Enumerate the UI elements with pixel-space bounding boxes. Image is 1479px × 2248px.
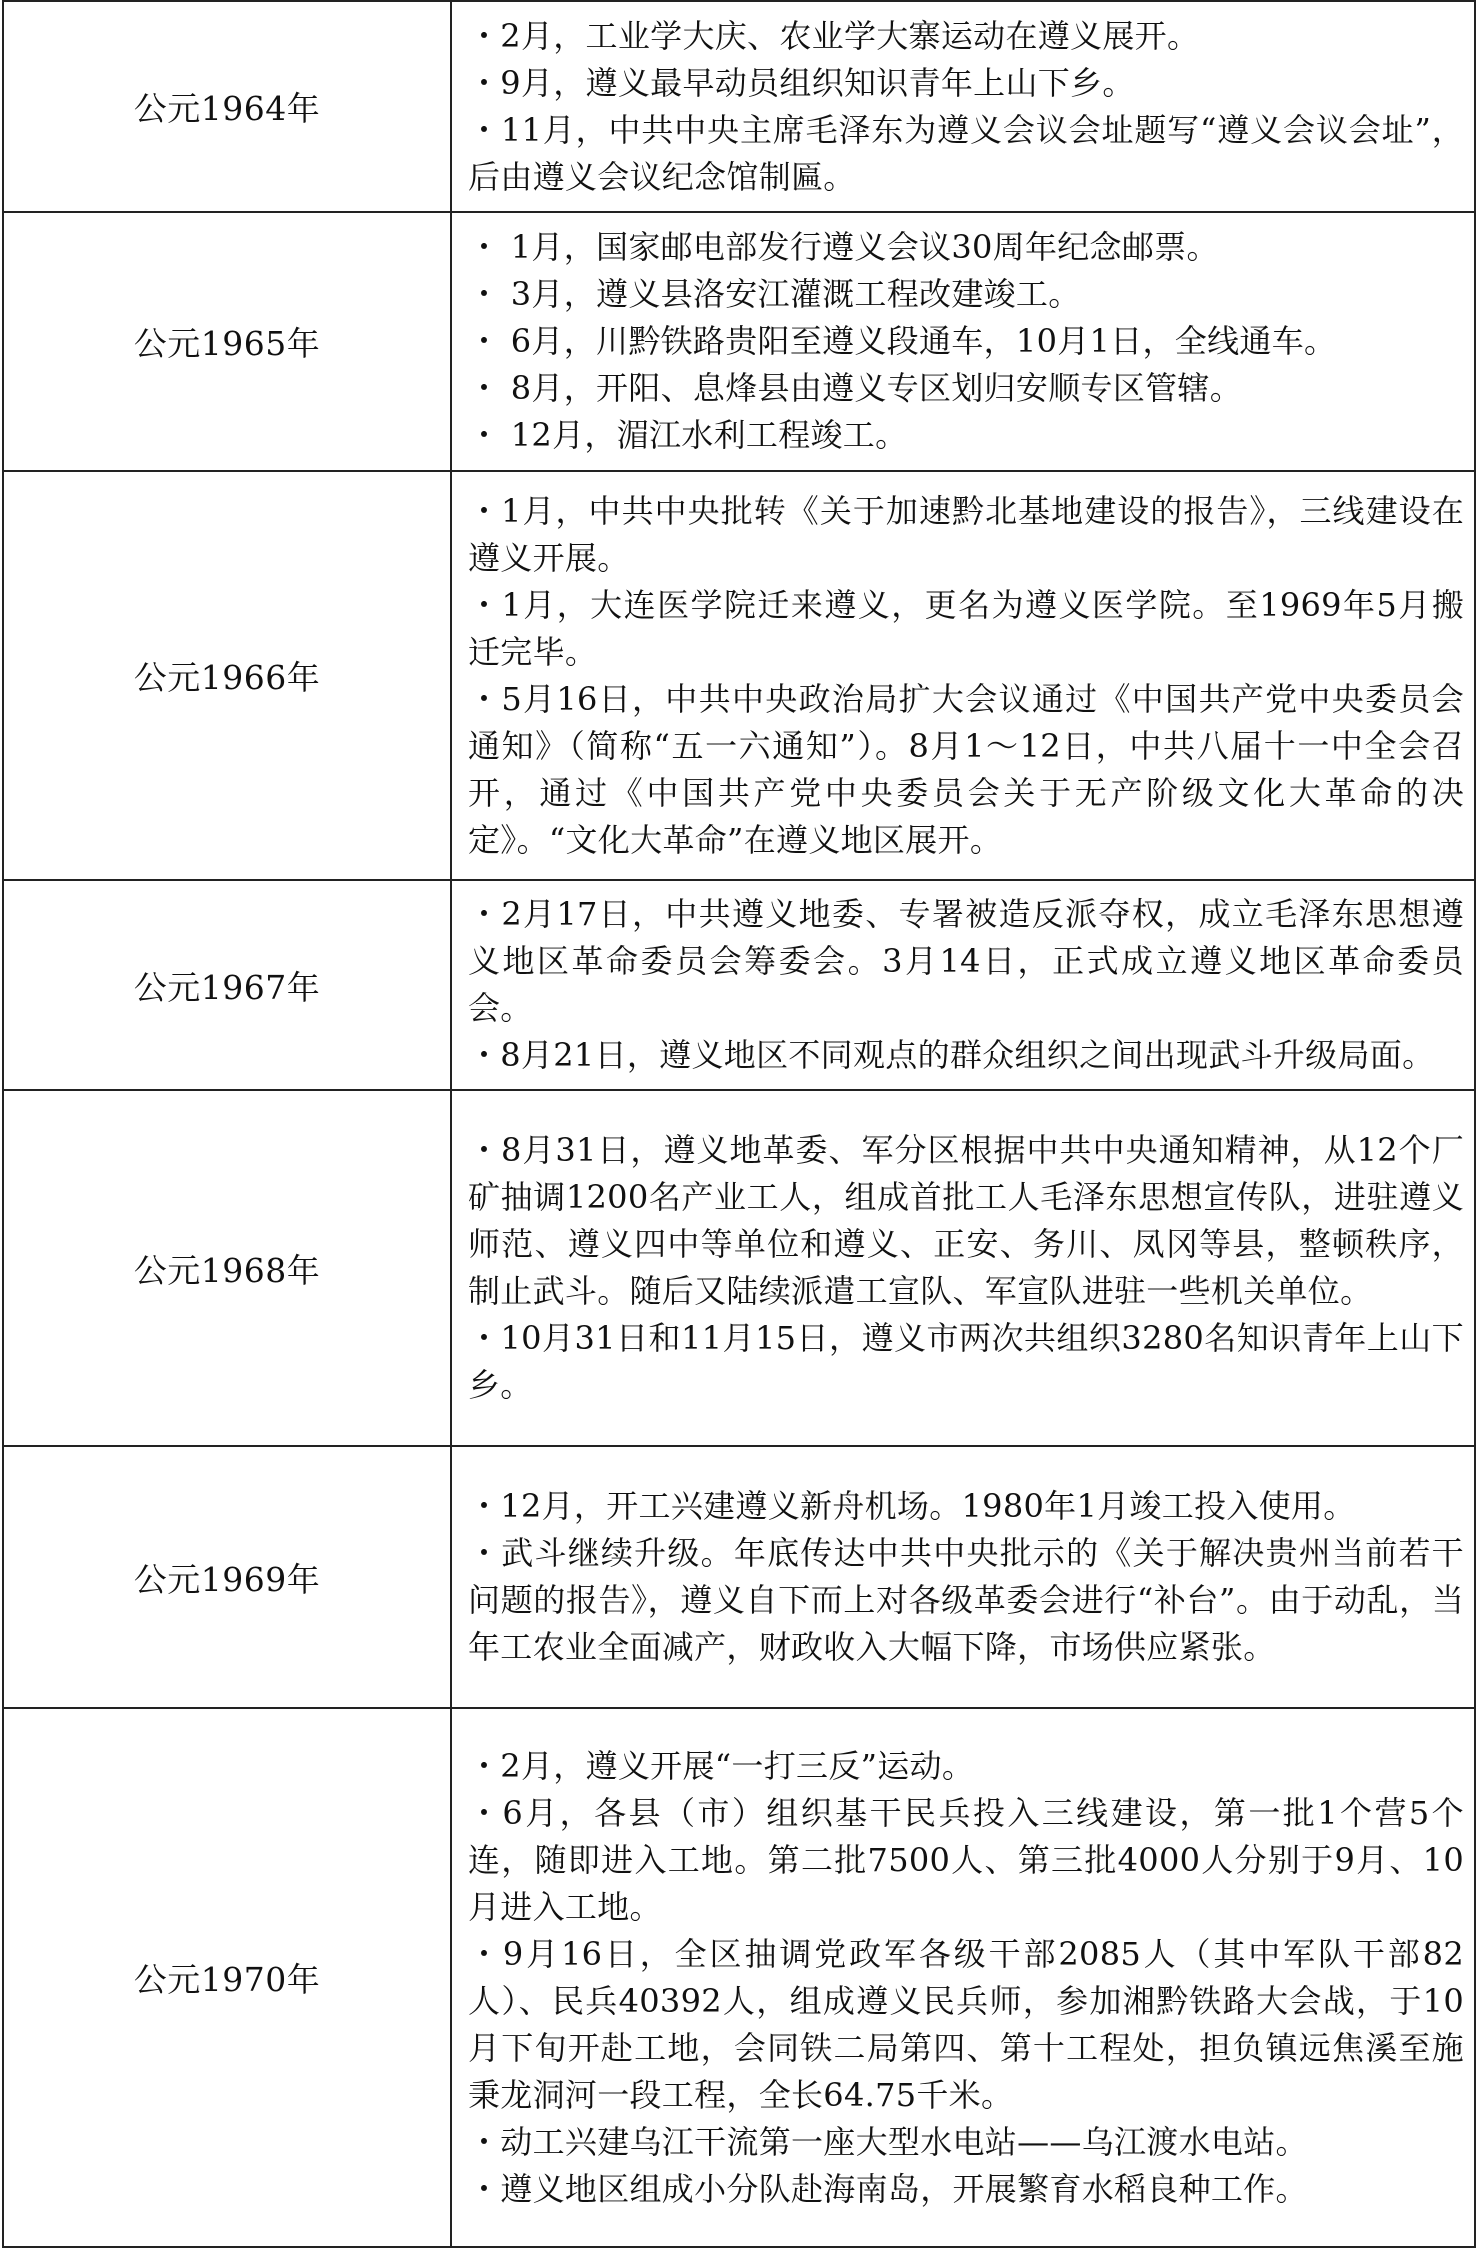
table-row <box>3 1446 1475 1708</box>
event-item: ・动工兴建乌江干流第一座大型水电站——乌江渡水电站。 <box>468 2122 1308 2161</box>
event-item: ・2月，工业学大庆、农业学大寨运动在遵义展开。 <box>468 16 1200 55</box>
events-cell <box>451 1708 1475 2247</box>
chronology-table <box>2 0 1476 2248</box>
event-item: ・9月，遵义最早动员组织知识青年上山下乡。 <box>468 63 1135 102</box>
table-row <box>3 1 1475 212</box>
events-cell <box>451 880 1475 1090</box>
event-item: ・12月，开工兴建遵义新舟机场。1980年1月竣工投入使用。 <box>468 1487 1356 1525</box>
event-item: ・1月，大连医学院迁来遵义，更名为遵义医学院。至1969年5月搬迁完毕。 <box>468 585 1464 671</box>
event-item: ・2月17日，中共遵义地委、专署被造反派夺权，成立毛泽东思想遵义地区革命委员会筹委会。3月14日，正式成立遵义地区革命委员会。 <box>468 895 1464 1027</box>
event-item: ・ 8月，开阳、息烽县由遵义专区划归安顺专区管辖。 <box>468 369 1243 407</box>
year-cell: 公元1966年 <box>3 471 451 880</box>
events-cell <box>451 1090 1475 1446</box>
event-item: ・8月31日，遵义地革委、军分区根据中共中央通知精神，从12个厂矿抽调1200名产业工人，组成首批工人毛泽东思想宣传队，进驻遵义师范、遵义四中等单位和遵义、正安、务川、凤冈等县，整顿秩序，制止武斗。随后又陆续派遣工宣队、军宣队进驻一些机关单位。 <box>468 1131 1464 1310</box>
event-item: ・遵义地区组成小分队赴海南岛，开展繁育水稻良种工作。 <box>468 2169 1308 2208</box>
table-row <box>3 1090 1475 1446</box>
events-cell <box>451 1 1475 212</box>
event-item: ・ 3月，遵义县洛安江灌溉工程改建竣工。 <box>468 275 1081 313</box>
year-cell: 公元1967年 <box>3 880 451 1090</box>
event-item: ・ 12月，湄江水利工程竣工。 <box>468 416 908 454</box>
event-item: ・ 6月，川黔铁路贵阳至遵义段通车，10月1日，全线通车。 <box>468 322 1337 360</box>
event-item: ・6月，各县（市）组织基干民兵投入三线建设，第一批1个营5个连，随即进入工地。第二批7500人、第三批4000人分别于9月、10月进入工地。 <box>468 1793 1464 1926</box>
event-item: ・8月21日，遵义地区不同观点的群众组织之间出现武斗升级局面。 <box>468 1036 1435 1074</box>
table-row <box>3 1708 1475 2247</box>
table-row <box>3 471 1475 880</box>
year-cell: 公元1969年 <box>3 1446 451 1708</box>
event-item: ・11月，中共中央主席毛泽东为遵义会议会址题写“遵义会议会址”，后由遵义会议纪念馆制匾。 <box>468 110 1464 196</box>
events-cell <box>451 1446 1475 1708</box>
year-cell: 公元1964年 <box>3 1 451 212</box>
event-item: ・9月16日，全区抽调党政军各级干部2085人（其中军队干部82人）、民兵40392人，组成遵义民兵师，参加湘黔铁路大会战，于10月下旬开赴工地，会同铁二局第四、第十工程处，担负镇远焦溪至施秉龙洞河一段工程，全长64.75千米。 <box>468 1934 1464 2114</box>
table-row <box>3 880 1475 1090</box>
event-item: ・武斗继续升级。年底传达中共中央批示的《关于解决贵州当前若干问题的报告》，遵义自下而上对各级革委会进行“补台”。由于动乱，当年工农业全面减产，财政收入大幅下降，市场供应紧张。 <box>468 1534 1464 1666</box>
event-item: ・2月，遵义开展“一打三反”运动。 <box>468 1746 975 1785</box>
events-cell <box>451 471 1475 880</box>
table-row <box>3 212 1475 471</box>
year-cell: 公元1965年 <box>3 212 451 471</box>
event-item: ・5月16日，中共中央政治局扩大会议通过《中国共产党中央委员会通知》（简称“五一六通知”）。8月1～12日，中共八届十一中全会召开，通过《中国共产党中央委员会关于无产阶级文化大革命的决定》。“文化大革命”在遵义地区展开。 <box>468 679 1464 859</box>
event-item: ・10月31日和11月15日，遵义市两次共组织3280名知识青年上山下乡。 <box>468 1319 1464 1404</box>
year-cell: 公元1968年 <box>3 1090 451 1446</box>
year-cell: 公元1970年 <box>3 1708 451 2247</box>
event-item: ・ 1月，国家邮电部发行遵义会议30周年纪念邮票。 <box>468 228 1219 266</box>
event-item: ・1月，中共中央批转《关于加速黔北基地建设的报告》，三线建设在遵义开展。 <box>468 491 1464 577</box>
events-cell <box>451 212 1475 471</box>
